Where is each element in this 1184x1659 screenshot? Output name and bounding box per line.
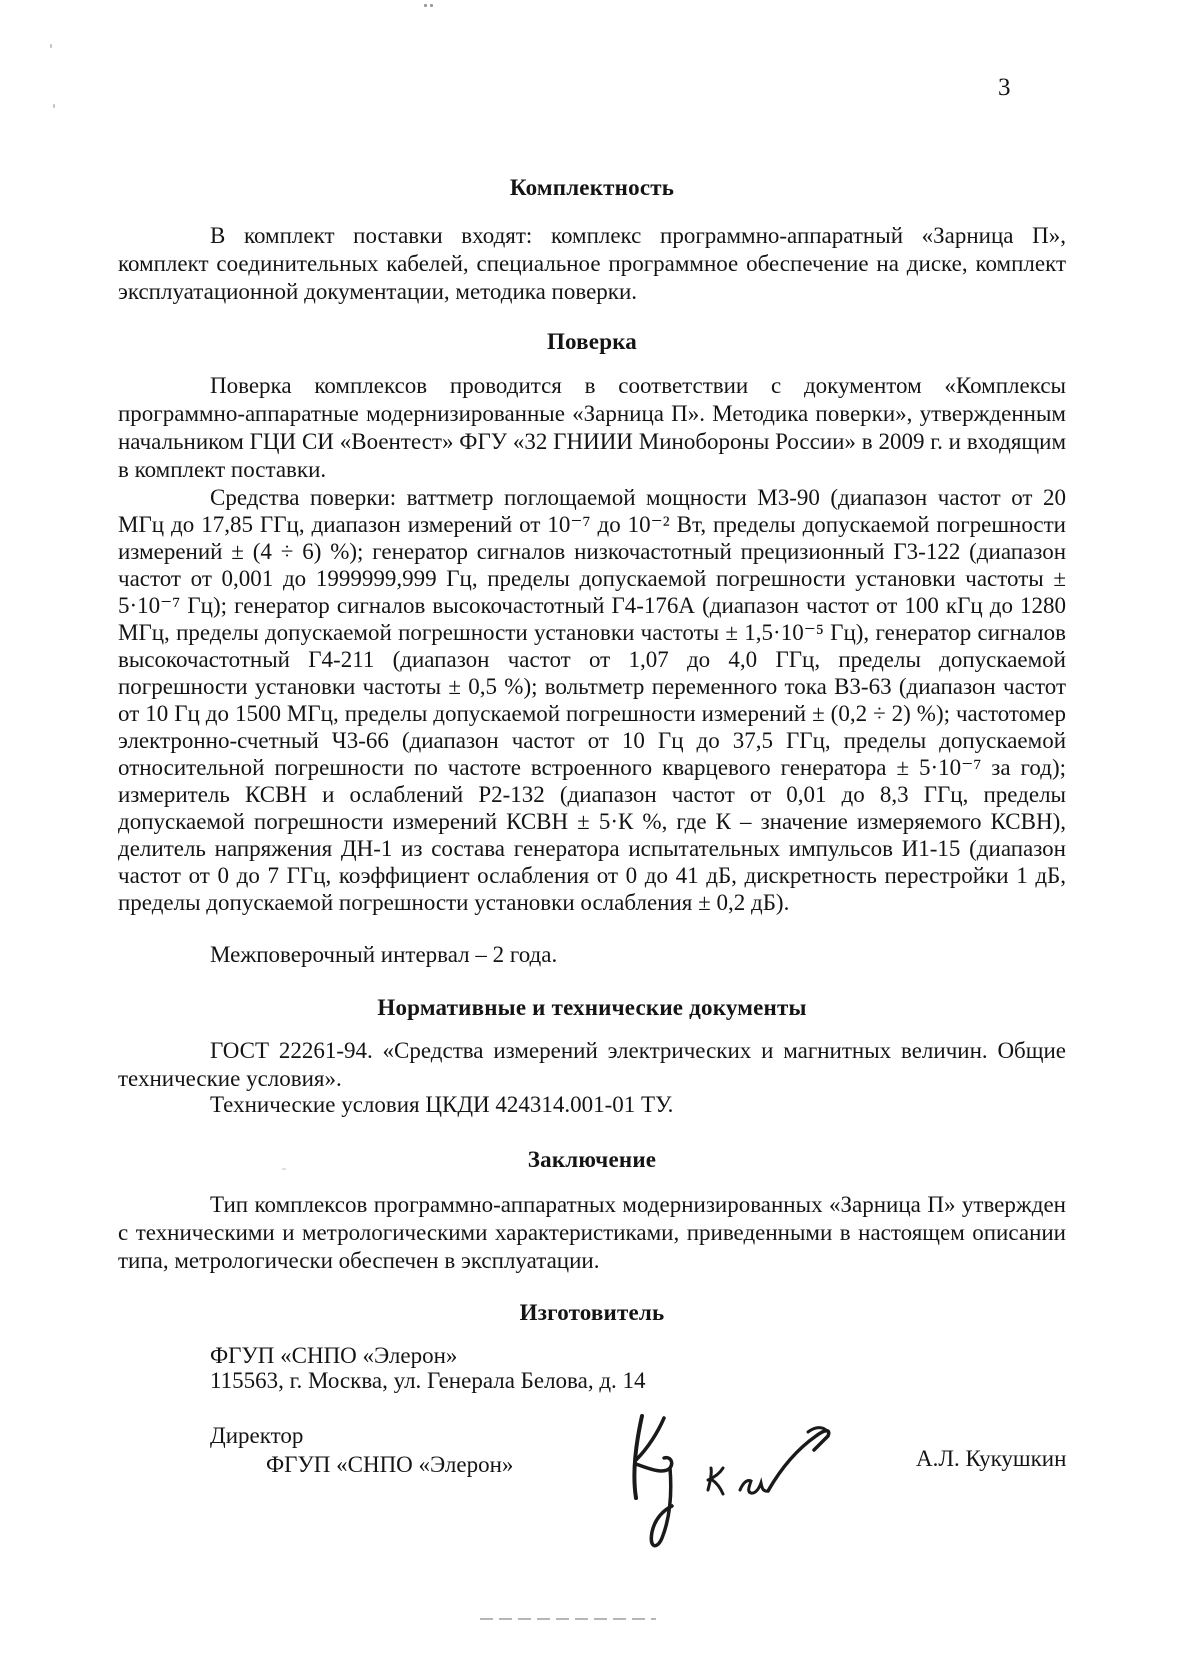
scan-artifact-dot <box>430 4 433 7</box>
signature <box>612 1398 852 1563</box>
section-heading-documents: Нормативные и технические документы <box>377 995 807 1020</box>
section-heading-verification: Поверка <box>546 329 638 354</box>
paragraph-gost: ГОСТ 22261-94. «Средства измерений электрических и магнитных величин. Общие технические условия». <box>118 1038 1066 1091</box>
signature-icon <box>612 1398 852 1563</box>
paragraph-conclusion: Тип комплексов программно-аппаратных модернизированных «Зарница П» утвержден с техническими и метрологическими характеристиками, приведенными в настоящем описании типа, метрологически обеспечен в эксплуатации. <box>118 1192 1066 1273</box>
signer-name: А.Л. Кукушкин <box>916 1446 1067 1471</box>
section-heading-conclusion: Заключение <box>527 1147 657 1172</box>
signer-title-line2: ФГУП «СНПО «Элерон» <box>266 1452 514 1477</box>
scan-artifact-speck <box>50 44 52 48</box>
scan-artifact-dot <box>424 4 427 7</box>
paragraph-completeness: В комплект поставки входят: комплекс программно-аппаратный «Зарница П», комплект соединительных кабелей, специальное программное обеспечение на диске, комплект эксплуатационной документации, методика поверки. <box>118 223 1066 304</box>
page-number: 3 <box>998 74 1011 101</box>
paragraph-verification-means: Средства поверки: ваттметр поглощаемой мощности М3-90 (диапазон частот от 20 МГц до 17,85 ГГц, диапазон измерений от 10⁻⁷ до 10⁻² Вт, пределы допускаемой погрешности измерений ± (4 ÷ 6) %); генератор сигналов низкочастотный прецизионный Г3-122 (диапазон частот от 0,001 до 1999999,999 Гц, пределы допускаемой погрешности установки частоты ± 5·10⁻⁷ Гц); генератор сигналов высокочастотный Г4-176А (диапазон частот от 100 кГц до 1280 МГц, пределы допускаемой погрешности установки частоты ± 1,5·10⁻⁵ Гц), генератор сигналов высокочастотный Г4-211 (диапазон частот от 1,07 до 4,0 ГГц, пределы допускаемой погрешности установки частоты ± 0,5 %); вольтметр переменного тока В3-63 (диапазон частот от 10 Гц до 1500 МГц, пределы допускаемой погрешности измерений ± (0,2 ÷ 2) %); частотомер электронно-счетный Ч3-66 (диапазон частот от 10 Гц до 37,5 ГГц, пределы допускаемой относительной погрешности по частоте встроенного кварцевого генератора ± 5·10⁻⁷ за год); измеритель КСВН и ослаблений Р2-132 (диапазон частот от 0,01 до 8,3 ГГц, пределы допускаемой погрешности измерений КСВН ± 5·К %, где К – значение измеряемого КСВН), делитель напряжения ДН-1 из состава генератора испытательных импульсов И1-15 (диапазон частот от 0 до 7 ГГц, коэффициент ослабления от 0 до 41 дБ, дискретность перестройки 1 дБ, пределы допускаемой погрешности установки ослабления ± 0,2 дБ). <box>118 485 1066 915</box>
scan-artifact-speck <box>53 104 55 108</box>
signer-title-line1: Директор <box>210 1423 304 1448</box>
section-heading-completeness: Комплектность <box>509 175 675 200</box>
section-heading-manufacturer: Изготовитель <box>519 1300 665 1325</box>
paragraph-verification-procedure: Поверка комплексов проводится в соответствии с документом «Комплексы программно-аппаратные модернизированные «Зарница П». Методика поверки», утвержденным начальником ГЦИ СИ «Воентест» ФГУ «32 ГНИИИ Минобороны России» в 2009 г. и входящим в комплект поставки. <box>118 373 1066 482</box>
paragraph-specifications: Технические условия ЦКДИ 424314.001-01 ТУ. <box>210 1092 674 1117</box>
manufacturer-address: 115563, г. Москва, ул. Генерала Белова, д. 14 <box>210 1368 646 1393</box>
paragraph-verification-interval: Межповерочный интервал – 2 года. <box>210 942 558 967</box>
scan-artifact-dashed-line <box>480 1618 656 1620</box>
manufacturer-name: ФГУП «СНПО «Элерон» <box>210 1343 458 1368</box>
